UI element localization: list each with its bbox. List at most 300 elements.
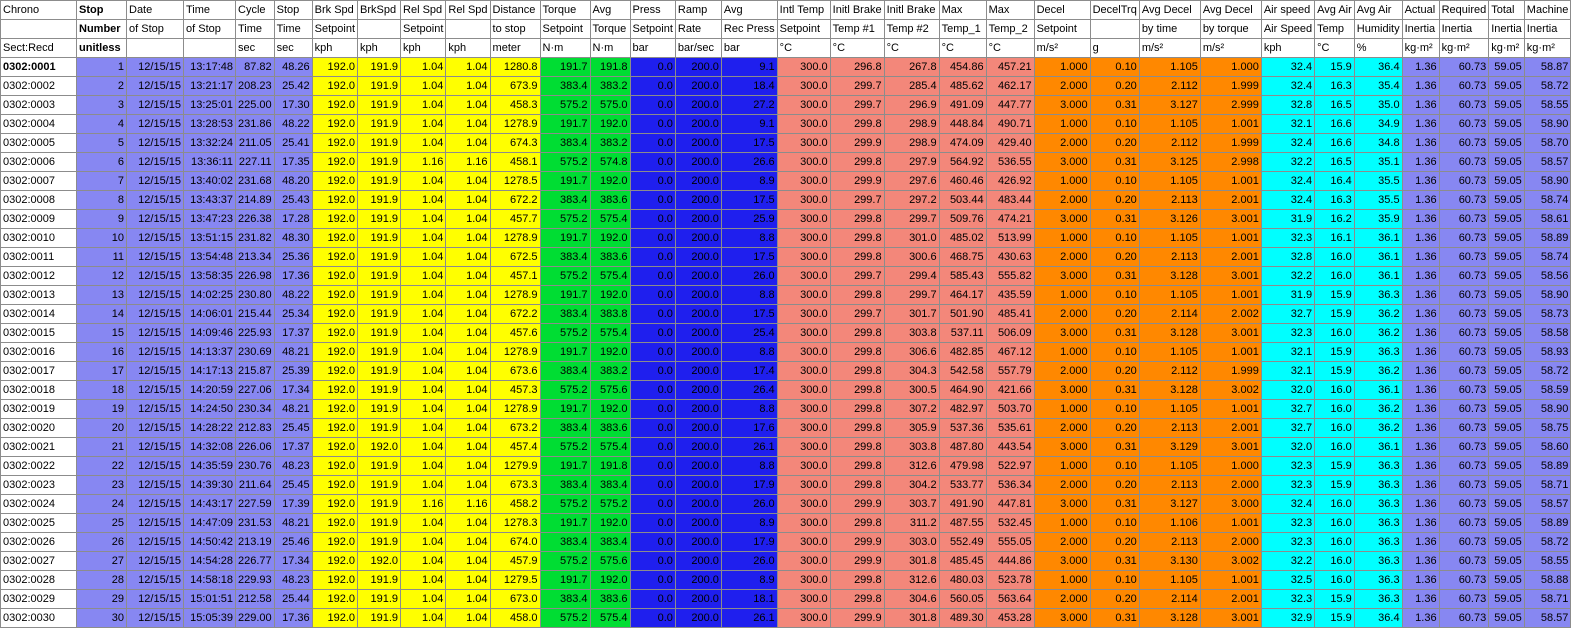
data-cell[interactable] <box>1439 248 1489 267</box>
column-header-cell[interactable]: kg·m² <box>1489 39 1525 58</box>
data-cell[interactable] <box>446 115 490 134</box>
chrono-cell[interactable] <box>1 400 77 419</box>
data-cell[interactable] <box>312 571 357 590</box>
data-cell[interactable] <box>1261 571 1314 590</box>
data-cell[interactable] <box>1489 248 1525 267</box>
data-cell[interactable] <box>1439 58 1489 77</box>
data-cell[interactable] <box>630 476 675 495</box>
data-cell[interactable] <box>358 343 401 362</box>
data-cell[interactable] <box>1261 419 1314 438</box>
data-cell[interactable] <box>590 324 630 343</box>
data-cell[interactable] <box>1354 191 1402 210</box>
column-header-cell[interactable]: Avg <box>590 1 630 20</box>
data-cell[interactable] <box>1090 58 1139 77</box>
data-cell[interactable] <box>675 153 721 172</box>
table-row[interactable] <box>1 305 1571 324</box>
data-cell[interactable] <box>401 134 446 153</box>
data-cell[interactable] <box>1200 590 1261 609</box>
chrono-cell[interactable] <box>1 96 77 115</box>
data-cell[interactable] <box>184 286 236 305</box>
data-cell[interactable] <box>721 324 777 343</box>
data-cell[interactable] <box>1090 172 1139 191</box>
data-cell[interactable] <box>590 457 630 476</box>
data-cell[interactable] <box>77 552 127 571</box>
data-cell[interactable] <box>312 457 357 476</box>
data-cell[interactable] <box>236 457 275 476</box>
data-cell[interactable] <box>1139 438 1200 457</box>
data-cell[interactable] <box>939 267 986 286</box>
data-cell[interactable] <box>1315 96 1355 115</box>
data-cell[interactable] <box>1524 134 1571 153</box>
data-cell[interactable] <box>274 476 312 495</box>
data-cell[interactable] <box>127 495 184 514</box>
data-cell[interactable] <box>777 457 830 476</box>
data-cell[interactable] <box>1402 457 1439 476</box>
data-cell[interactable] <box>184 77 236 96</box>
data-cell[interactable] <box>1315 438 1355 457</box>
column-header-cell[interactable]: Decel <box>1034 1 1090 20</box>
data-cell[interactable] <box>986 419 1034 438</box>
data-cell[interactable] <box>939 115 986 134</box>
column-header-cell[interactable]: Temp_2 <box>986 20 1034 39</box>
data-cell[interactable] <box>184 362 236 381</box>
data-cell[interactable] <box>1200 609 1261 628</box>
column-header-cell[interactable]: Setpoint <box>630 20 675 39</box>
data-cell[interactable] <box>184 495 236 514</box>
data-cell[interactable] <box>1034 153 1090 172</box>
data-cell[interactable] <box>1200 191 1261 210</box>
data-cell[interactable] <box>1200 58 1261 77</box>
data-cell[interactable] <box>1489 571 1525 590</box>
data-cell[interactable] <box>401 210 446 229</box>
table-row[interactable] <box>1 153 1571 172</box>
data-cell[interactable] <box>939 381 986 400</box>
data-cell[interactable] <box>1402 229 1439 248</box>
data-cell[interactable] <box>358 476 401 495</box>
data-cell[interactable] <box>446 229 490 248</box>
data-cell[interactable] <box>1489 115 1525 134</box>
data-cell[interactable] <box>590 609 630 628</box>
data-cell[interactable] <box>830 514 884 533</box>
data-cell[interactable] <box>1402 153 1439 172</box>
data-cell[interactable] <box>986 362 1034 381</box>
chrono-cell[interactable] <box>1 381 77 400</box>
data-cell[interactable] <box>721 514 777 533</box>
data-cell[interactable] <box>1034 191 1090 210</box>
data-cell[interactable] <box>884 210 939 229</box>
data-cell[interactable] <box>830 172 884 191</box>
data-cell[interactable] <box>77 495 127 514</box>
data-cell[interactable] <box>1354 134 1402 153</box>
data-cell[interactable] <box>1139 381 1200 400</box>
data-cell[interactable] <box>1261 495 1314 514</box>
data-cell[interactable] <box>1139 552 1200 571</box>
data-cell[interactable] <box>830 362 884 381</box>
data-cell[interactable] <box>127 343 184 362</box>
data-cell[interactable] <box>884 400 939 419</box>
data-cell[interactable] <box>1200 286 1261 305</box>
data-cell[interactable] <box>986 267 1034 286</box>
data-cell[interactable] <box>401 552 446 571</box>
data-cell[interactable] <box>630 381 675 400</box>
data-cell[interactable] <box>1200 457 1261 476</box>
column-header-cell[interactable]: kph <box>446 39 490 58</box>
data-cell[interactable] <box>1034 476 1090 495</box>
data-cell[interactable] <box>401 58 446 77</box>
data-cell[interactable] <box>127 229 184 248</box>
data-cell[interactable] <box>630 305 675 324</box>
data-cell[interactable] <box>540 229 590 248</box>
data-cell[interactable] <box>721 305 777 324</box>
data-cell[interactable] <box>675 324 721 343</box>
data-cell[interactable] <box>446 77 490 96</box>
column-header-cell[interactable]: Avg Air <box>1315 1 1355 20</box>
data-cell[interactable] <box>77 58 127 77</box>
data-cell[interactable] <box>830 153 884 172</box>
column-header-cell[interactable]: Temp <box>1315 20 1355 39</box>
data-cell[interactable] <box>274 609 312 628</box>
column-header-cell[interactable]: meter <box>490 39 540 58</box>
data-cell[interactable] <box>777 533 830 552</box>
data-cell[interactable] <box>446 514 490 533</box>
data-cell[interactable] <box>1402 77 1439 96</box>
data-cell[interactable] <box>830 476 884 495</box>
column-header-cell[interactable]: Time <box>236 20 275 39</box>
data-cell[interactable] <box>1034 457 1090 476</box>
data-cell[interactable] <box>1139 590 1200 609</box>
data-cell[interactable] <box>1200 514 1261 533</box>
data-cell[interactable] <box>630 153 675 172</box>
data-cell[interactable] <box>986 229 1034 248</box>
data-cell[interactable] <box>830 324 884 343</box>
data-cell[interactable] <box>358 305 401 324</box>
data-cell[interactable] <box>939 552 986 571</box>
data-cell[interactable] <box>540 115 590 134</box>
data-cell[interactable] <box>312 533 357 552</box>
data-cell[interactable] <box>721 229 777 248</box>
column-header-cell[interactable]: Stop <box>274 1 312 20</box>
data-cell[interactable] <box>1439 609 1489 628</box>
data-cell[interactable] <box>274 381 312 400</box>
data-cell[interactable] <box>490 343 540 362</box>
data-cell[interactable] <box>127 286 184 305</box>
data-cell[interactable] <box>1402 609 1439 628</box>
chrono-cell[interactable] <box>1 362 77 381</box>
data-cell[interactable] <box>590 419 630 438</box>
data-cell[interactable] <box>490 324 540 343</box>
data-cell[interactable] <box>77 267 127 286</box>
data-cell[interactable] <box>127 381 184 400</box>
chrono-cell[interactable] <box>1 191 77 210</box>
data-cell[interactable] <box>236 191 275 210</box>
data-cell[interactable] <box>1034 115 1090 134</box>
data-cell[interactable] <box>1489 153 1525 172</box>
column-header-cell[interactable]: sec <box>274 39 312 58</box>
data-cell[interactable] <box>1139 96 1200 115</box>
data-cell[interactable] <box>490 609 540 628</box>
data-cell[interactable] <box>312 514 357 533</box>
data-cell[interactable] <box>630 96 675 115</box>
data-cell[interactable] <box>1034 229 1090 248</box>
chrono-cell[interactable] <box>1 115 77 134</box>
data-cell[interactable] <box>1354 438 1402 457</box>
data-cell[interactable] <box>1090 229 1139 248</box>
column-header-cell[interactable]: Inertia <box>1489 20 1525 39</box>
data-cell[interactable] <box>127 533 184 552</box>
table-row[interactable] <box>1 324 1571 343</box>
data-cell[interactable] <box>1402 438 1439 457</box>
data-cell[interactable] <box>274 96 312 115</box>
data-cell[interactable] <box>77 210 127 229</box>
data-cell[interactable] <box>1200 96 1261 115</box>
column-header-cell[interactable] <box>1 20 77 39</box>
data-cell[interactable] <box>830 495 884 514</box>
data-cell[interactable] <box>675 362 721 381</box>
data-cell[interactable] <box>590 305 630 324</box>
data-cell[interactable] <box>274 324 312 343</box>
data-cell[interactable] <box>401 248 446 267</box>
column-header-cell[interactable]: Air Speed <box>1261 20 1314 39</box>
data-cell[interactable] <box>77 362 127 381</box>
data-cell[interactable] <box>236 571 275 590</box>
data-cell[interactable] <box>721 533 777 552</box>
data-cell[interactable] <box>540 590 590 609</box>
data-cell[interactable] <box>1439 590 1489 609</box>
data-cell[interactable] <box>274 419 312 438</box>
data-cell[interactable] <box>1090 191 1139 210</box>
data-cell[interactable] <box>490 362 540 381</box>
data-cell[interactable] <box>777 305 830 324</box>
data-cell[interactable] <box>1354 381 1402 400</box>
data-cell[interactable] <box>590 343 630 362</box>
column-header-cell[interactable]: °C <box>939 39 986 58</box>
data-cell[interactable] <box>490 286 540 305</box>
data-cell[interactable] <box>490 229 540 248</box>
data-cell[interactable] <box>127 590 184 609</box>
data-cell[interactable] <box>939 419 986 438</box>
data-cell[interactable] <box>1489 362 1525 381</box>
chrono-cell[interactable] <box>1 172 77 191</box>
data-cell[interactable] <box>830 609 884 628</box>
data-cell[interactable] <box>1524 324 1571 343</box>
data-cell[interactable] <box>675 514 721 533</box>
table-row[interactable] <box>1 191 1571 210</box>
data-cell[interactable] <box>358 495 401 514</box>
data-cell[interactable] <box>540 191 590 210</box>
data-cell[interactable] <box>884 438 939 457</box>
data-cell[interactable] <box>1034 134 1090 153</box>
data-cell[interactable] <box>1439 419 1489 438</box>
data-cell[interactable] <box>312 267 357 286</box>
data-cell[interactable] <box>490 438 540 457</box>
data-cell[interactable] <box>312 476 357 495</box>
data-cell[interactable] <box>777 286 830 305</box>
data-cell[interactable] <box>1034 58 1090 77</box>
data-cell[interactable] <box>127 134 184 153</box>
data-cell[interactable] <box>1090 552 1139 571</box>
data-cell[interactable] <box>1489 476 1525 495</box>
data-cell[interactable] <box>1034 210 1090 229</box>
column-header-cell[interactable]: Intl Temp <box>777 1 830 20</box>
data-cell[interactable] <box>184 267 236 286</box>
data-cell[interactable] <box>721 210 777 229</box>
data-cell[interactable] <box>184 552 236 571</box>
data-cell[interactable] <box>590 153 630 172</box>
data-cell[interactable] <box>77 172 127 191</box>
data-cell[interactable] <box>939 495 986 514</box>
data-cell[interactable] <box>630 191 675 210</box>
data-cell[interactable] <box>1139 77 1200 96</box>
data-cell[interactable] <box>590 267 630 286</box>
data-cell[interactable] <box>1139 514 1200 533</box>
data-cell[interactable] <box>358 267 401 286</box>
data-cell[interactable] <box>540 514 590 533</box>
data-cell[interactable] <box>721 96 777 115</box>
data-cell[interactable] <box>1439 210 1489 229</box>
column-header-cell[interactable]: Time <box>274 20 312 39</box>
data-cell[interactable] <box>1402 419 1439 438</box>
table-row[interactable] <box>1 457 1571 476</box>
data-cell[interactable] <box>1261 191 1314 210</box>
data-cell[interactable] <box>884 362 939 381</box>
data-cell[interactable] <box>777 476 830 495</box>
data-cell[interactable] <box>312 552 357 571</box>
data-cell[interactable] <box>721 286 777 305</box>
data-cell[interactable] <box>236 514 275 533</box>
data-cell[interactable] <box>675 305 721 324</box>
data-cell[interactable] <box>1524 210 1571 229</box>
data-cell[interactable] <box>675 286 721 305</box>
data-cell[interactable] <box>777 571 830 590</box>
data-cell[interactable] <box>358 248 401 267</box>
table-row[interactable] <box>1 476 1571 495</box>
data-cell[interactable] <box>1315 476 1355 495</box>
data-cell[interactable] <box>1524 533 1571 552</box>
data-cell[interactable] <box>1200 77 1261 96</box>
data-cell[interactable] <box>236 115 275 134</box>
data-cell[interactable] <box>884 153 939 172</box>
data-cell[interactable] <box>236 609 275 628</box>
column-header-cell[interactable] <box>1090 20 1139 39</box>
data-cell[interactable] <box>1354 229 1402 248</box>
data-cell[interactable] <box>127 324 184 343</box>
data-cell[interactable] <box>490 191 540 210</box>
data-cell[interactable] <box>401 267 446 286</box>
data-cell[interactable] <box>1034 96 1090 115</box>
data-cell[interactable] <box>884 134 939 153</box>
data-cell[interactable] <box>1524 153 1571 172</box>
data-cell[interactable] <box>184 153 236 172</box>
data-cell[interactable] <box>884 419 939 438</box>
column-header-cell[interactable]: °C <box>986 39 1034 58</box>
chrono-cell[interactable] <box>1 571 77 590</box>
data-cell[interactable] <box>1354 210 1402 229</box>
data-cell[interactable] <box>1524 419 1571 438</box>
data-cell[interactable] <box>884 77 939 96</box>
data-cell[interactable] <box>1139 248 1200 267</box>
data-cell[interactable] <box>1261 58 1314 77</box>
data-cell[interactable] <box>274 134 312 153</box>
data-cell[interactable] <box>401 476 446 495</box>
chrono-cell[interactable] <box>1 248 77 267</box>
column-header-cell[interactable]: Initl Brake <box>830 1 884 20</box>
data-cell[interactable] <box>1354 172 1402 191</box>
data-cell[interactable] <box>77 134 127 153</box>
data-cell[interactable] <box>1489 286 1525 305</box>
data-cell[interactable] <box>777 248 830 267</box>
data-cell[interactable] <box>184 571 236 590</box>
data-cell[interactable] <box>1090 248 1139 267</box>
column-header-cell[interactable]: bar/sec <box>675 39 721 58</box>
data-cell[interactable] <box>1261 77 1314 96</box>
data-cell[interactable] <box>446 305 490 324</box>
data-cell[interactable] <box>312 134 357 153</box>
data-cell[interactable] <box>777 324 830 343</box>
data-cell[interactable] <box>184 457 236 476</box>
column-header-cell[interactable]: kg·m² <box>1402 39 1439 58</box>
data-cell[interactable] <box>1090 134 1139 153</box>
chrono-cell[interactable] <box>1 134 77 153</box>
data-cell[interactable] <box>630 438 675 457</box>
data-cell[interactable] <box>939 514 986 533</box>
data-cell[interactable] <box>675 77 721 96</box>
table-row[interactable] <box>1 419 1571 438</box>
column-header-cell[interactable]: Required <box>1439 1 1489 20</box>
data-cell[interactable] <box>236 400 275 419</box>
data-cell[interactable] <box>590 533 630 552</box>
data-cell[interactable] <box>884 96 939 115</box>
data-cell[interactable] <box>1090 267 1139 286</box>
column-header-cell[interactable]: Inertia <box>1524 20 1571 39</box>
data-cell[interactable] <box>1402 191 1439 210</box>
data-cell[interactable] <box>1315 495 1355 514</box>
data-cell[interactable] <box>884 115 939 134</box>
data-cell[interactable] <box>630 172 675 191</box>
column-header-cell[interactable] <box>184 39 236 58</box>
data-cell[interactable] <box>1200 153 1261 172</box>
data-cell[interactable] <box>630 609 675 628</box>
data-cell[interactable] <box>777 267 830 286</box>
data-cell[interactable] <box>1524 96 1571 115</box>
data-cell[interactable] <box>540 476 590 495</box>
data-cell[interactable] <box>1439 77 1489 96</box>
data-cell[interactable] <box>540 134 590 153</box>
data-cell[interactable] <box>986 381 1034 400</box>
data-cell[interactable] <box>446 324 490 343</box>
data-cell[interactable] <box>1261 609 1314 628</box>
data-cell[interactable] <box>777 153 830 172</box>
data-cell[interactable] <box>1139 115 1200 134</box>
data-cell[interactable] <box>490 77 540 96</box>
data-cell[interactable] <box>1439 457 1489 476</box>
data-cell[interactable] <box>590 77 630 96</box>
data-cell[interactable] <box>986 77 1034 96</box>
data-cell[interactable] <box>540 400 590 419</box>
data-cell[interactable] <box>127 153 184 172</box>
data-cell[interactable] <box>986 191 1034 210</box>
table-row[interactable] <box>1 267 1571 286</box>
data-cell[interactable] <box>590 58 630 77</box>
chrono-cell[interactable] <box>1 609 77 628</box>
data-cell[interactable] <box>830 533 884 552</box>
data-cell[interactable] <box>630 533 675 552</box>
column-header-cell[interactable]: kph <box>1261 39 1314 58</box>
data-cell[interactable] <box>401 533 446 552</box>
data-cell[interactable] <box>1034 400 1090 419</box>
data-cell[interactable] <box>1354 153 1402 172</box>
data-cell[interactable] <box>274 305 312 324</box>
data-cell[interactable] <box>1139 286 1200 305</box>
